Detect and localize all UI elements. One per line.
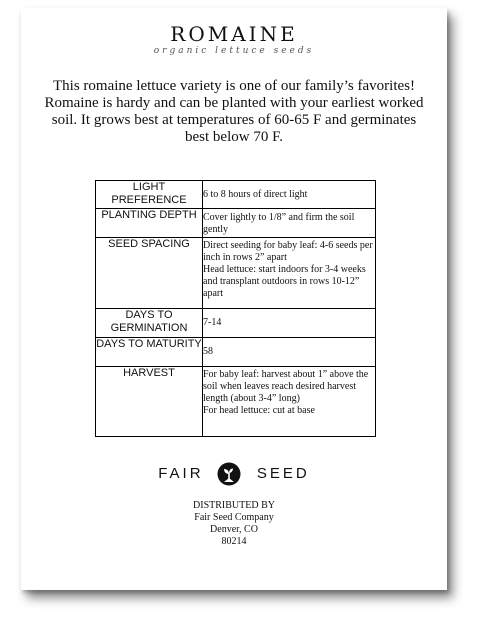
table-row [96, 367, 376, 437]
logo-word-seed: SEED [256, 465, 310, 482]
distributor-zip: 80214 [221, 536, 247, 547]
row-label-depth: PLANTING DEPTH [96, 209, 203, 238]
fair-seed-logo [21, 461, 447, 487]
table-row [96, 238, 376, 309]
table-row [96, 209, 376, 238]
product-title: ROMAINE [170, 22, 298, 46]
distributor-heading: DISTRIBUTED BY [193, 500, 275, 511]
table-row [96, 309, 376, 338]
row-value-maturity: 58 [203, 338, 376, 367]
row-label-harvest: HARVEST [96, 367, 203, 437]
table-row [96, 338, 376, 367]
table-row [96, 181, 376, 209]
distributor-company: Fair Seed Company [194, 512, 274, 523]
spacing-baby-leaf: Direct seeding for baby leaf: 4-6 seeds per inch in rows 2” apart [203, 240, 373, 263]
row-label-light: LIGHT PREFERENCE [96, 181, 203, 209]
spacing-head-lettuce: Head lettuce: start indoors for 3-4 weeks and transplant outdoors in rows 10-12” apart [203, 264, 366, 299]
product-subtitle: organic lettuce seeds [153, 46, 315, 56]
row-value-harvest [203, 367, 376, 437]
row-value-light: 6 to 8 hours of direct light [203, 181, 376, 209]
logo-word-fair: FAIR [158, 465, 204, 482]
seed-packet-card [21, 8, 447, 590]
harvest-head-lettuce: For head lettuce: cut at base [203, 405, 315, 416]
sprout-circle-icon [217, 462, 241, 486]
row-value-germination: 7-14 [203, 309, 376, 338]
row-label-spacing: SEED SPACING [96, 238, 203, 309]
intro-paragraph: This romaine lettuce variety is one of our family’s favorites! Romaine is hardy and can be planted with your earliest worked soil. It grows best at temperatures of 60-65 F and germinates best below 70 F. [44, 78, 424, 145]
row-label-maturity: DAYS TO MATURITY [96, 338, 203, 367]
distributor-city: Denver, CO [210, 524, 258, 535]
row-label-germination: DAYS TO GERMINATION [96, 309, 203, 338]
harvest-baby-leaf: For baby leaf: harvest about 1” above the soil when leaves reach desired harvest length (about 3-4” long) [203, 369, 369, 404]
distributor-block [21, 500, 447, 548]
row-value-depth [203, 209, 376, 238]
growing-info-table [95, 180, 376, 437]
row-value-spacing [203, 238, 376, 309]
row-value-depth-text: Cover lightly to 1/8” and firm the soil gently [203, 212, 355, 235]
